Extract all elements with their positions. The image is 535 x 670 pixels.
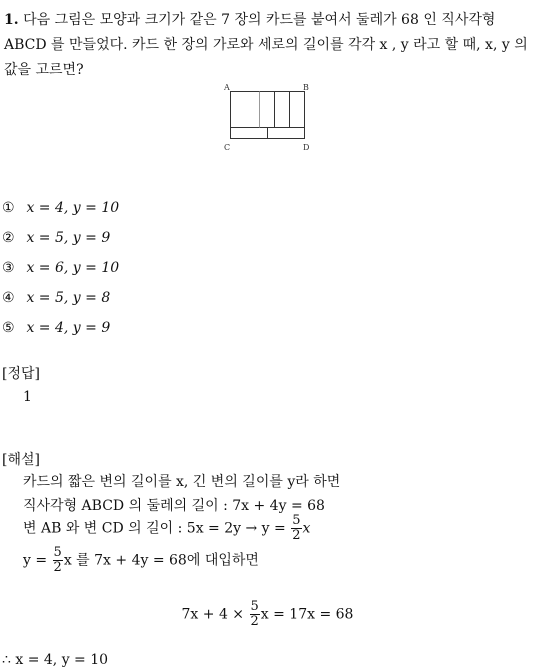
fraction-five-halves bbox=[250, 600, 260, 629]
answer-value: 1 bbox=[23, 389, 32, 405]
option-5[interactable] bbox=[2, 318, 110, 338]
main-equation bbox=[0, 600, 535, 629]
option-4[interactable] bbox=[2, 288, 110, 308]
question-block bbox=[4, 8, 532, 83]
label-c: C bbox=[224, 143, 231, 152]
fraction-numerator: 5 bbox=[53, 545, 62, 560]
equation-pre: 7x + 4 × bbox=[181, 606, 245, 623]
fraction-denominator: 2 bbox=[292, 528, 301, 543]
question-text: 다음 그림은 모양과 크기가 같은 7 장의 카드를 붙여서 둘레가 68 인 직사각형 ABCD 를 만들었다. 카드 한 장의 가로와 세로의 길이를 각각 x , y 라고 할 때, x, y 의 값을 고르면? bbox=[4, 12, 528, 78]
option-text: x = 6, y = 10 bbox=[26, 260, 120, 276]
fraction-numerator: 5 bbox=[292, 513, 301, 528]
explanation-line-4-post: x 를 7x + 4y = 68에 대입하면 bbox=[63, 552, 259, 569]
option-number: ④ bbox=[2, 290, 15, 306]
explanation-line-1: 카드의 짧은 변의 길이를 x, 긴 변의 길이를 y라 하면 bbox=[23, 474, 341, 490]
option-text: x = 5, y = 8 bbox=[26, 290, 111, 306]
option-number: ② bbox=[2, 230, 15, 246]
explanation-line-3 bbox=[23, 514, 310, 543]
fraction-five-halves bbox=[291, 514, 301, 543]
option-text: x = 4, y = 9 bbox=[26, 320, 111, 336]
option-1[interactable] bbox=[2, 198, 119, 218]
card-figure bbox=[222, 80, 318, 152]
explanation-line-4 bbox=[23, 546, 259, 575]
label-b: B bbox=[303, 83, 309, 92]
answer-heading: [정답] bbox=[2, 366, 40, 382]
fraction-denominator: 2 bbox=[250, 614, 259, 629]
option-text: x = 5, y = 9 bbox=[26, 230, 111, 246]
option-number: ⑤ bbox=[2, 320, 15, 336]
equation-post: x = 17x = 68 bbox=[260, 606, 354, 623]
explanation-line-3-text: 변 AB 와 변 CD 의 길이 : 5x = 2y → y = bbox=[23, 520, 286, 537]
fraction-numerator: 5 bbox=[250, 599, 259, 614]
conclusion: ∴ x = 4, y = 10 bbox=[2, 652, 109, 668]
fraction-denominator: 2 bbox=[53, 560, 62, 575]
variable-x: x bbox=[302, 520, 311, 537]
option-text: x = 4, y = 10 bbox=[26, 200, 120, 216]
explanation-line-2: 직사각형 ABCD 의 둘레의 길이 : 7x + 4y = 68 bbox=[23, 498, 325, 514]
explanation-line-4-pre: y = bbox=[23, 552, 48, 569]
question-number: 1. bbox=[4, 12, 19, 28]
option-3[interactable] bbox=[2, 258, 119, 278]
explanation-heading: [해설] bbox=[2, 452, 40, 468]
option-2[interactable] bbox=[2, 228, 110, 248]
fraction-five-halves bbox=[53, 546, 63, 575]
label-d: D bbox=[303, 143, 310, 152]
option-number: ③ bbox=[2, 260, 15, 276]
label-a: A bbox=[224, 83, 230, 92]
option-number: ① bbox=[2, 200, 15, 216]
